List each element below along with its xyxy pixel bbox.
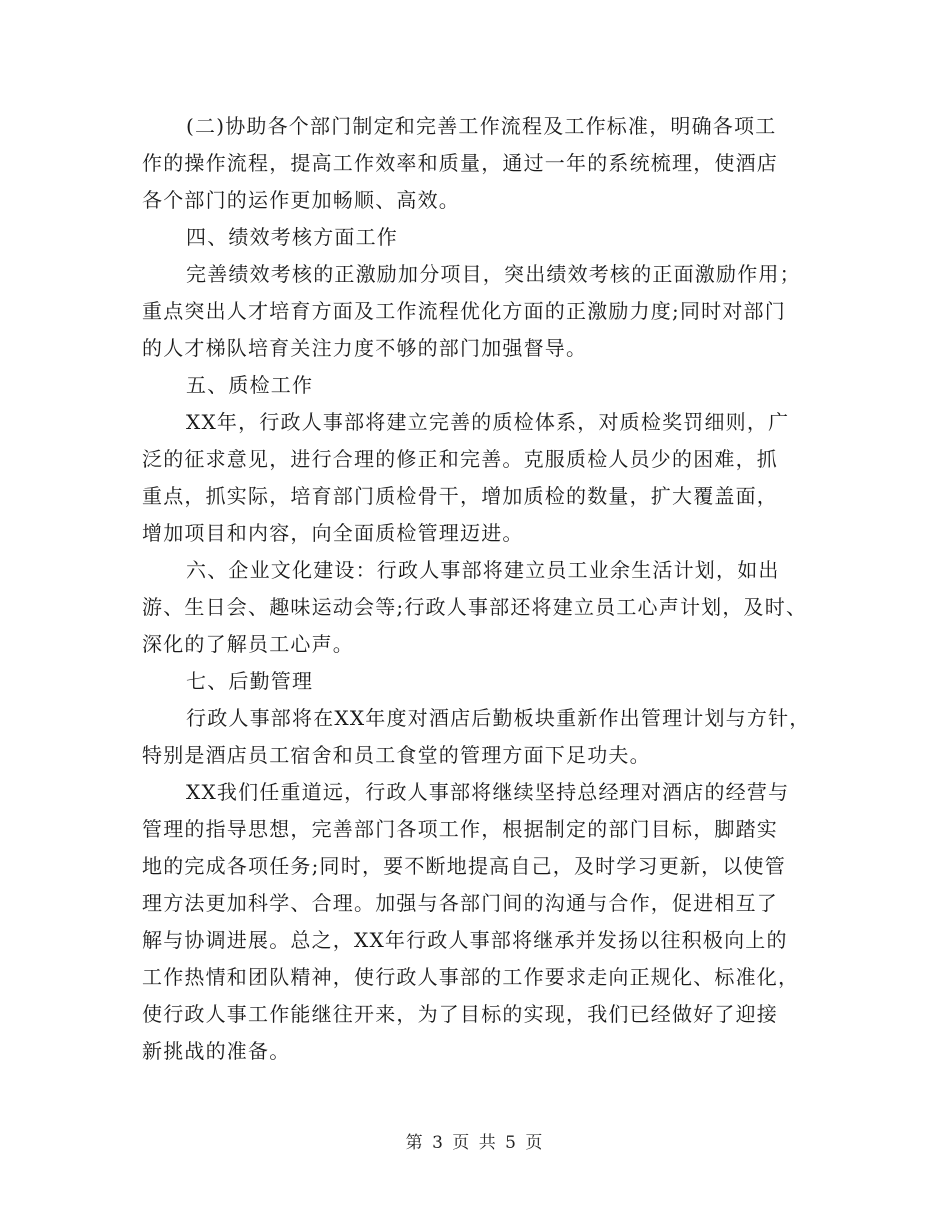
paragraph-line: 完善绩效考核的正激励加分项目，突出绩效考核的正面激励作用； <box>186 262 801 286</box>
paragraph-line: (二)协助各个部门制定和完善工作流程及工作标准，明确各项工 <box>186 114 777 138</box>
paragraph-line: 新挑战的准备。 <box>142 1039 291 1063</box>
paragraph-line: 使行政人事工作能继往开来，为了目标的实现，我们已经做好了迎接 <box>142 1002 778 1026</box>
paragraph-line: 深化的了解员工心声。 <box>142 632 354 656</box>
paragraph-line: 特别是酒店员工宿舍和员工食堂的管理方面下足功夫。 <box>142 743 651 767</box>
paragraph-line: 理方法更加科学、合理。加强与各部门间的沟通与合作，促进相互了 <box>142 891 778 915</box>
paragraph-line: 解与协调进展。总之，XX年行政人事部将继承并发扬以往积极向上的 <box>142 928 788 952</box>
section-heading: 七、后勤管理 <box>186 669 314 693</box>
paragraph-line: 增加项目和内容，向全面质检管理迈进。 <box>142 521 524 545</box>
section-heading: 五、质检工作 <box>186 373 314 397</box>
paragraph-line: 管理的指导思想，完善部门各项工作，根据制定的部门目标，脚踏实 <box>142 817 778 841</box>
section-heading: 六、企业文化建设：行政人事部将建立员工业余生活计划，如出 <box>186 558 780 582</box>
paragraph-line: 作的操作流程，提高工作效率和质量，通过一年的系统梳理，使酒店 <box>142 151 778 175</box>
paragraph-line: 泛的征求意见，进行合理的修正和完善。克服质检人员少的困难，抓 <box>142 447 778 471</box>
paragraph-line: 游、生日会、趣味运动会等;行政人事部还将建立员工心声计划，及时、 <box>142 595 808 619</box>
paragraph-line: 重点，抓实际，培育部门质检骨干，增加质检的数量，扩大覆盖面， <box>142 484 778 508</box>
paragraph-line: 工作热情和团队精神，使行政人事部的工作要求走向正规化、标准化， <box>142 965 800 989</box>
paragraph-line: 的人才梯队培育关注力度不够的部门加强督导。 <box>142 336 588 360</box>
paragraph-line: 行政人事部将在XX年度对酒店后勤板块重新作出管理计划与方针， <box>186 706 811 730</box>
paragraph-line: XX年，行政人事部将建立完善的质检体系，对质检奖罚细则，广 <box>186 410 790 434</box>
section-heading: 四、绩效考核方面工作 <box>186 225 398 249</box>
paragraph-line: 地的完成各项任务;同时，要不断地提高自己，及时学习更新，以使管 <box>142 854 786 878</box>
page-number: 第 3 页 共 5 页 <box>405 1133 545 1153</box>
paragraph-line: XX我们任重道远，行政人事部将继续坚持总经理对酒店的经营与 <box>186 780 790 804</box>
paragraph-line: 各个部门的运作更加畅顺、高效。 <box>142 188 460 212</box>
paragraph-line: 重点突出人才培育方面及工作流程优化方面的正激励力度;同时对部门 <box>142 299 786 323</box>
